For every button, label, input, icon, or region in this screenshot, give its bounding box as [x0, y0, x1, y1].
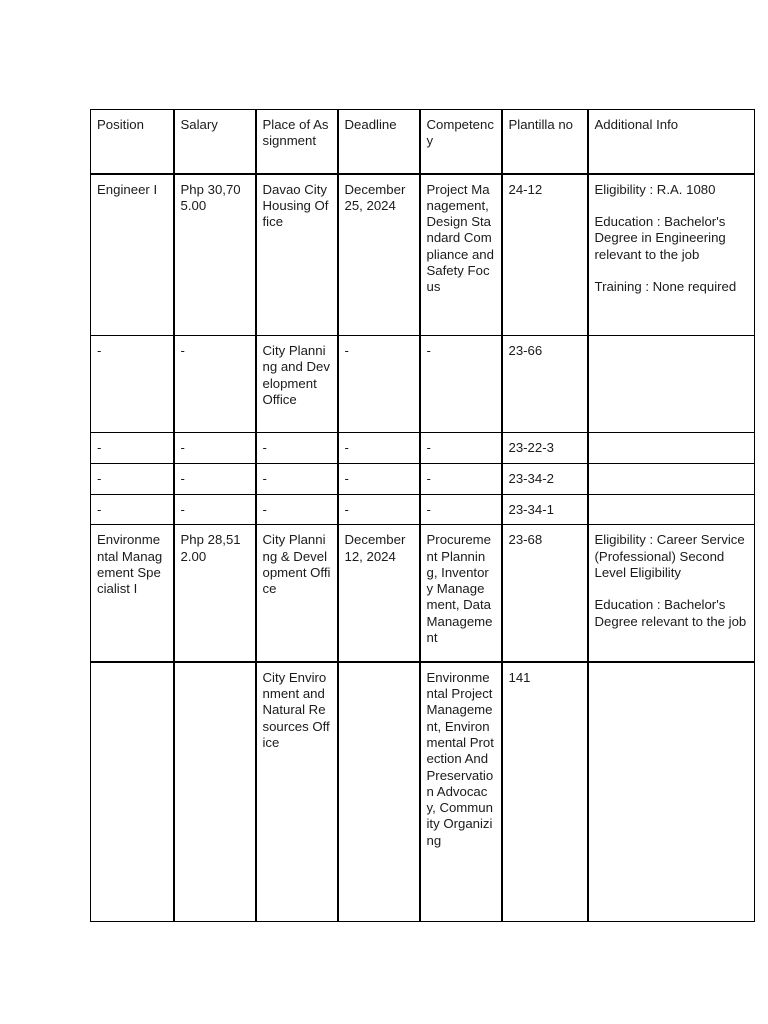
- header-competency: Competency: [420, 110, 502, 174]
- info-line: Eligibility : Career Service (Professional) Second Level Eligibility: [594, 532, 745, 580]
- cell-deadline: -: [338, 495, 420, 525]
- header-plantilla: Plantilla no: [502, 110, 588, 174]
- cell-plantilla: 141: [502, 662, 588, 922]
- cell-salary: -: [174, 336, 256, 433]
- cell-position: -: [91, 433, 174, 464]
- header-position: Position: [91, 110, 174, 174]
- info-line: Education : Bachelor's Degree relevant to the job: [594, 597, 747, 629]
- cell-plantilla: 23-22-3: [502, 433, 588, 464]
- cell-competency: -: [420, 336, 502, 433]
- cell-plantilla: 23-68: [502, 525, 588, 662]
- cell-place: -: [256, 464, 338, 495]
- cell-place: City Planning & Development Office: [256, 525, 338, 662]
- cell-position: Environmental Management Specialist I: [91, 525, 174, 662]
- table-row: [91, 174, 755, 336]
- cell-competency: -: [420, 464, 502, 495]
- cell-position: -: [91, 464, 174, 495]
- table-row: [91, 495, 755, 525]
- cell-deadline: -: [338, 433, 420, 464]
- cell-additional-info: [588, 174, 755, 336]
- cell-additional-info: [588, 525, 755, 662]
- info-line: Eligibility : R.A. 1080: [594, 181, 716, 197]
- cell-competency: -: [420, 495, 502, 525]
- cell-position: [91, 662, 174, 922]
- cell-place: -: [256, 433, 338, 464]
- cell-place: City Planning and Development Office: [256, 336, 338, 433]
- cell-plantilla: 23-66: [502, 336, 588, 433]
- cell-salary: Php 28,512.00: [174, 525, 256, 662]
- cell-deadline: [338, 662, 420, 922]
- cell-deadline: December 25, 2024: [338, 174, 420, 336]
- info-line: Training : None required: [594, 279, 737, 295]
- cell-additional-info: [588, 433, 755, 464]
- cell-plantilla: 23-34-2: [502, 464, 588, 495]
- cell-competency: Procurement Planning, Inventory Management, Data Management: [420, 525, 502, 662]
- cell-place: City Environment and Natural Resources Office: [256, 662, 338, 922]
- cell-salary: -: [174, 464, 256, 495]
- table-row: [91, 525, 755, 662]
- cell-position: -: [91, 336, 174, 433]
- table-row: [91, 336, 755, 433]
- cell-position: Engineer I: [91, 174, 174, 336]
- header-additional-info: Additional Info: [588, 110, 755, 174]
- cell-competency: Environmental Project Management, Environmental Protection And Preservation Advocacy, Community Organizing: [420, 662, 502, 922]
- info-line: Education : Bachelor's Degree in Engineering relevant to the job: [594, 214, 726, 262]
- cell-additional-info: [588, 464, 755, 495]
- cell-additional-info: [588, 336, 755, 433]
- cell-additional-info: [588, 495, 755, 525]
- cell-salary: -: [174, 433, 256, 464]
- table-header-row: [91, 110, 755, 174]
- table-row: [91, 662, 755, 922]
- cell-additional-info: [588, 662, 755, 922]
- table-row: [91, 433, 755, 464]
- cell-place: Davao City Housing Office: [256, 174, 338, 336]
- cell-salary: [174, 662, 256, 922]
- cell-position: -: [91, 495, 174, 525]
- cell-salary: Php 30,705.00: [174, 174, 256, 336]
- cell-place: -: [256, 495, 338, 525]
- cell-salary: -: [174, 495, 256, 525]
- header-place: Place of Assignment: [256, 110, 338, 174]
- cell-plantilla: 23-34-1: [502, 495, 588, 525]
- cell-competency: Project Management, Design Standard Compliance and Safety Focus: [420, 174, 502, 336]
- header-salary: Salary: [174, 110, 256, 174]
- cell-plantilla: 24-12: [502, 174, 588, 336]
- cell-deadline: December 12, 2024: [338, 525, 420, 662]
- header-deadline: Deadline: [338, 110, 420, 174]
- cell-deadline: -: [338, 336, 420, 433]
- cell-deadline: -: [338, 464, 420, 495]
- job-vacancy-table: [90, 109, 755, 922]
- table-row: [91, 464, 755, 495]
- cell-competency: -: [420, 433, 502, 464]
